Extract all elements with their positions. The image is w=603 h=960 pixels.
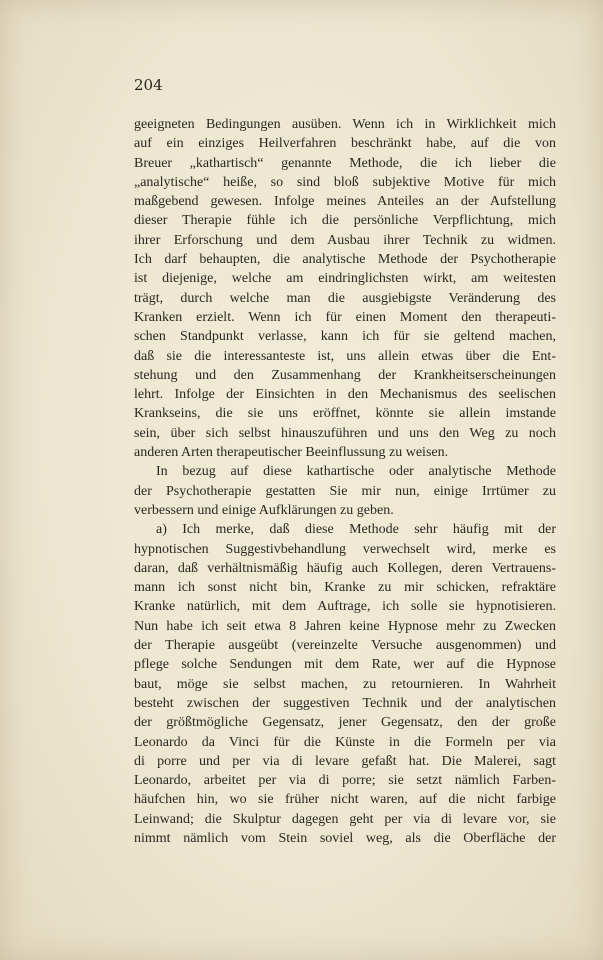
text-line: Leinwand; die Skulptur dagegen geht per via di levare vor, sie <box>134 811 556 827</box>
page-number: 204 <box>134 76 163 94</box>
text-line: stehung und den Zusammenhang der Krankheitserscheinungen <box>134 367 556 383</box>
text-line: nimmt nämlich vom Stein soviel weg, als die Oberfläche der <box>134 830 556 846</box>
text-line: lehrt. Infolge der Einsichten in den Mechanismus des seelischen <box>134 387 556 403</box>
text-line: „analytische“ heiße, so sind bloß subjektive Motive für mich <box>134 174 556 190</box>
text-line: Kranken erzielt. Wenn ich für einen Moment den therapeuti- <box>134 309 556 325</box>
text-line: anderen Arten therapeutischer Beeinflussung zu weisen. <box>134 445 449 461</box>
text-line: maßgebend gewesen. Infolge meines Anteiles an der Aufstellung <box>134 194 556 210</box>
text-line: Ich darf behaupten, die analytische Methode der Psychotherapie <box>134 252 556 268</box>
text-line: hypnotischen Suggestivbehandlung verwechselt wird, merke es <box>134 541 556 557</box>
text-line: Breuer „kathartisch“ genannte Methode, die ich lieber die <box>134 155 556 171</box>
text-line: Kranke natürlich, mit dem Auftrage, ich solle sie hypnotisieren. <box>134 599 556 615</box>
text-line: häufchen hin, wo sie früher nicht waren, auf die nicht farbige <box>134 792 556 808</box>
text-line: sein, über sich selbst hinauszuführen und uns den Weg zu noch <box>134 425 556 441</box>
text-line: mann ich sonst nicht bin, Kranke zu mir schicken, refraktäre <box>134 580 556 596</box>
text-line: daran, daß verhältnismäßig häufig auch Kollegen, deren Vertrauens- <box>134 560 556 576</box>
text-line: schen Standpunkt verlasse, kann ich für sie geltend machen, <box>134 329 556 345</box>
text-line: Leonardo da Vinci für die Künste in die Formeln per via <box>134 734 556 750</box>
text-line: Nun habe ich seit etwa 8 Jahren keine Hypnose mehr zu Zwecken <box>134 618 556 634</box>
text-line: besteht zwischen der suggestiven Technik und der analytischen <box>134 695 556 711</box>
text-line: baut, möge sie selbst machen, zu retournieren. In Wahrheit <box>134 676 556 692</box>
text-line: In bezug auf diese kathartische oder analytische Methode <box>156 464 556 480</box>
text-line: auf ein einziges Heilverfahren beschränkt habe, auf die von <box>134 136 556 152</box>
text-line: Krankseins, die sie uns eröffnet, könnte sie allein imstande <box>134 406 556 422</box>
text-line: ihrer Erforschung und dem Ausbau ihrer Technik zu widmen. <box>134 232 556 248</box>
text-line: der Therapie ausgeübt (vereinzelte Versuche ausgenommen) und <box>134 638 556 654</box>
text-line: a) Ich merke, daß diese Methode sehr häufig mit der <box>156 522 556 538</box>
text-line: daß sie die interessanteste ist, uns allein etwas über die Ent- <box>134 348 556 364</box>
text-line: der Psychotherapie gestatten Sie mir nun, einige Irrtümer zu <box>134 483 556 499</box>
text-line: geeigneten Bedingungen ausüben. Wenn ich in Wirklichkeit mich <box>134 117 556 132</box>
text-line: pflege solche Sendungen mit dem Rate, wer auf die Hypnose <box>134 657 556 673</box>
text-line: verbessern und einige Aufklärungen zu geben. <box>134 502 394 518</box>
text-line: Leonardo, arbeitet per via di porre; sie setzt nämlich Farben- <box>134 773 556 789</box>
text-line: di porre und per via di levare gefaßt hat. Die Malerei, sagt <box>134 753 556 769</box>
text-line: dieser Therapie fühle ich die persönliche Verpflichtung, mich <box>134 213 556 229</box>
text-line: trägt, durch welche man die ausgiebigste Veränderung des <box>134 290 556 306</box>
body-text <box>134 115 556 848</box>
text-line: der größtmögliche Gegensatz, jener Gegensatz, den der große <box>134 715 556 731</box>
text-line: ist diejenige, welche am eindringlichsten wirkt, am weitesten <box>134 271 556 287</box>
